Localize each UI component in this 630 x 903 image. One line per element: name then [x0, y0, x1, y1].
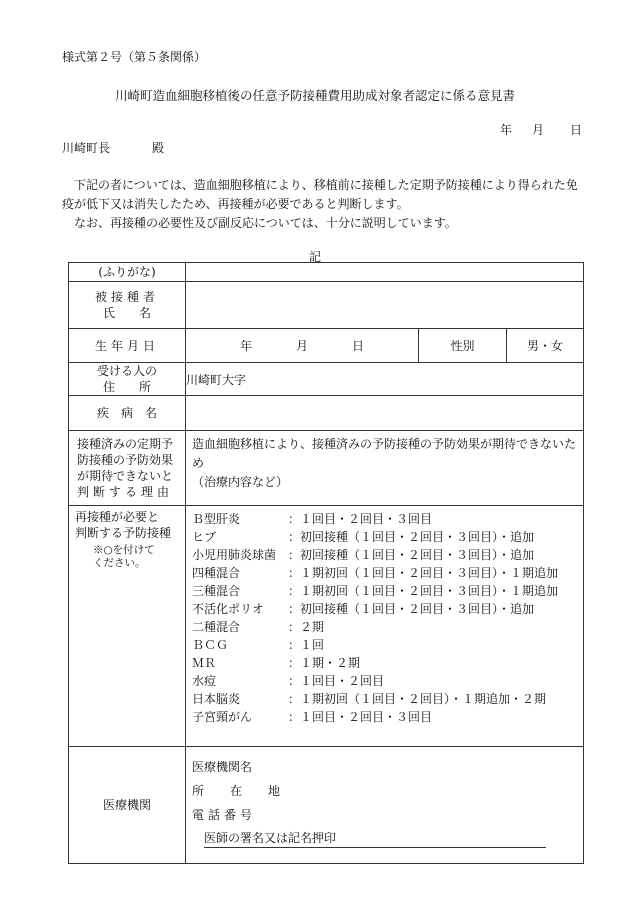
vaccine-name: 三種混合	[192, 584, 241, 598]
vaccine-item[interactable]	[192, 546, 583, 564]
vaccine-name: Ｂ型肝炎	[192, 512, 241, 526]
clinic-name-field[interactable]: 医療機関名	[192, 760, 253, 774]
reason-text-1: 造血細胞移植により、接種済みの予防接種の予防効果が期待できないため	[192, 437, 577, 470]
birth-year-label: 年	[239, 339, 252, 353]
vaccine-item[interactable]	[192, 636, 583, 654]
opinion-form-table	[68, 262, 584, 864]
vaccine-item[interactable]	[192, 672, 583, 690]
vaccine-detail: ：初回接種（１回目・２回目・３回目）・追加	[288, 548, 535, 562]
vaccine-name: 日本脳炎	[192, 692, 241, 706]
record-label: 記	[308, 250, 321, 264]
birth-day-label: 日	[352, 339, 365, 353]
furigana-label: (ふりがな)	[69, 263, 186, 282]
vaccine-item[interactable]	[192, 510, 583, 528]
furigana-field[interactable]	[186, 263, 584, 282]
vaccine-name: 不活化ポリオ	[192, 602, 264, 616]
reason-label-line-4: 判断する理由	[77, 485, 174, 499]
vaccine-list	[186, 506, 584, 747]
vaccine-item[interactable]	[192, 582, 583, 600]
vaccine-detail: ：初回接種（１回目・２回目・３回目）・追加	[288, 602, 535, 616]
date-month: 月	[532, 123, 545, 137]
vaccine-detail: ：１期初回（１回目・２回目・３回目）・１期追加	[288, 584, 559, 598]
address-label	[69, 363, 186, 396]
address-label-line-2: 住 所	[102, 380, 151, 394]
clinic-address-field[interactable]: 所 在 地	[192, 784, 288, 798]
reason-text-2: （治療内容など）	[192, 475, 289, 489]
addressee-office: 川崎町長	[62, 141, 111, 155]
vaccine-detail: ：１回目・２回目	[288, 674, 385, 688]
document-title: 川崎町造血細胞移植後の任意予防接種費用助成対象者認定に係る意見書	[114, 88, 515, 103]
birthdate-label: 生年月日	[69, 329, 186, 363]
vaccine-name: 二種混合	[192, 620, 241, 634]
vaccine-item[interactable]	[192, 564, 583, 582]
reason-label	[69, 431, 186, 506]
doctor-signature-field[interactable]: 医師の署名又は記名押印	[204, 829, 546, 848]
date-line	[500, 121, 582, 138]
birth-month-label: 月	[295, 339, 308, 353]
form-number: 様式第２号（第５条関係）	[62, 50, 207, 64]
vaccine-name: ＭＲ	[192, 656, 217, 670]
reason-label-line-3: が期待できないと	[77, 469, 174, 483]
vaccine-item[interactable]	[192, 654, 583, 672]
vaccine-item[interactable]	[192, 618, 583, 636]
patient-label-line-1: 被接種者	[94, 290, 159, 304]
clinic-phone-field[interactable]: 電話番号	[192, 808, 257, 822]
vaccine-name: 小児用肺炎球菌	[192, 548, 277, 562]
patient-name-label	[69, 282, 186, 329]
vaccine-name: 水痘	[192, 674, 217, 688]
date-year: 年	[500, 123, 513, 137]
vaccine-item[interactable]	[192, 690, 583, 708]
vaccine-name: ヒブ	[192, 530, 217, 544]
vaccine-name: 四種混合	[192, 566, 241, 580]
sex-selector[interactable]: 男・女	[526, 339, 563, 353]
sex-label: 性別	[419, 329, 507, 362]
vaccine-detail: ：１期初回（１回目・２回目）・１期追加・２期	[288, 692, 547, 706]
vaccine-name: ＢＣＧ	[192, 638, 229, 652]
vaccine-label-line-1: 再接種が必要と	[75, 510, 160, 524]
address-label-line-1: 受ける人の	[96, 364, 157, 378]
vaccine-note-2: ください。	[93, 557, 146, 569]
vaccine-item[interactable]	[192, 600, 583, 618]
birthdate-field[interactable]	[186, 329, 419, 362]
vaccine-detail: ：１回目・２回目・３回目	[288, 710, 433, 724]
reason-label-line-1: 接種済みの定期予	[77, 437, 174, 451]
disease-label: 疾 病 名	[69, 396, 186, 431]
addressee-honorific: 殿	[152, 141, 165, 155]
vaccine-detail: ：１回	[288, 638, 325, 652]
vaccine-detail: ：１期・２期	[288, 656, 361, 670]
disease-field[interactable]	[186, 396, 584, 431]
vaccine-item[interactable]	[192, 708, 583, 726]
vaccine-detail: ：初回接種（１回目・２回目・３回目）・追加	[288, 530, 535, 544]
reason-field[interactable]	[186, 431, 584, 506]
body-paragraph-1: 下記の者については、造血細胞移植により、移植前に接種した定期予防接種により得られた免疫が低下又は消失したため、再接種が必要であると判断します。	[62, 178, 578, 211]
patient-name-field[interactable]	[186, 282, 584, 329]
patient-label-line-2: 氏 名	[102, 306, 151, 320]
clinic-field	[186, 747, 584, 864]
body-paragraph-2: なお、再接種の必要性及び副反応については、十分に説明しています。	[74, 216, 457, 230]
vaccine-name: 子宮頸がん	[192, 710, 253, 724]
vaccine-note-1: ※○を付けて	[93, 544, 155, 556]
vaccine-label-line-2: 判断する予防接種	[75, 526, 172, 540]
vaccine-detail: ：１回目・２回目・３回目	[288, 512, 433, 526]
clinic-label: 医療機関	[69, 747, 186, 864]
address-field[interactable]: 川崎町大字	[186, 363, 584, 396]
vaccine-label	[69, 506, 186, 747]
vaccine-detail: ：１期初回（１回目・２回目・３回目）・１期追加	[288, 566, 559, 580]
date-day: 日	[570, 123, 583, 137]
body-text	[62, 176, 586, 233]
reason-label-line-2: 防接種の予防効果	[77, 453, 174, 467]
vaccine-detail: ：２期	[288, 620, 325, 634]
addressee	[62, 139, 164, 156]
vaccine-item[interactable]	[192, 528, 583, 546]
